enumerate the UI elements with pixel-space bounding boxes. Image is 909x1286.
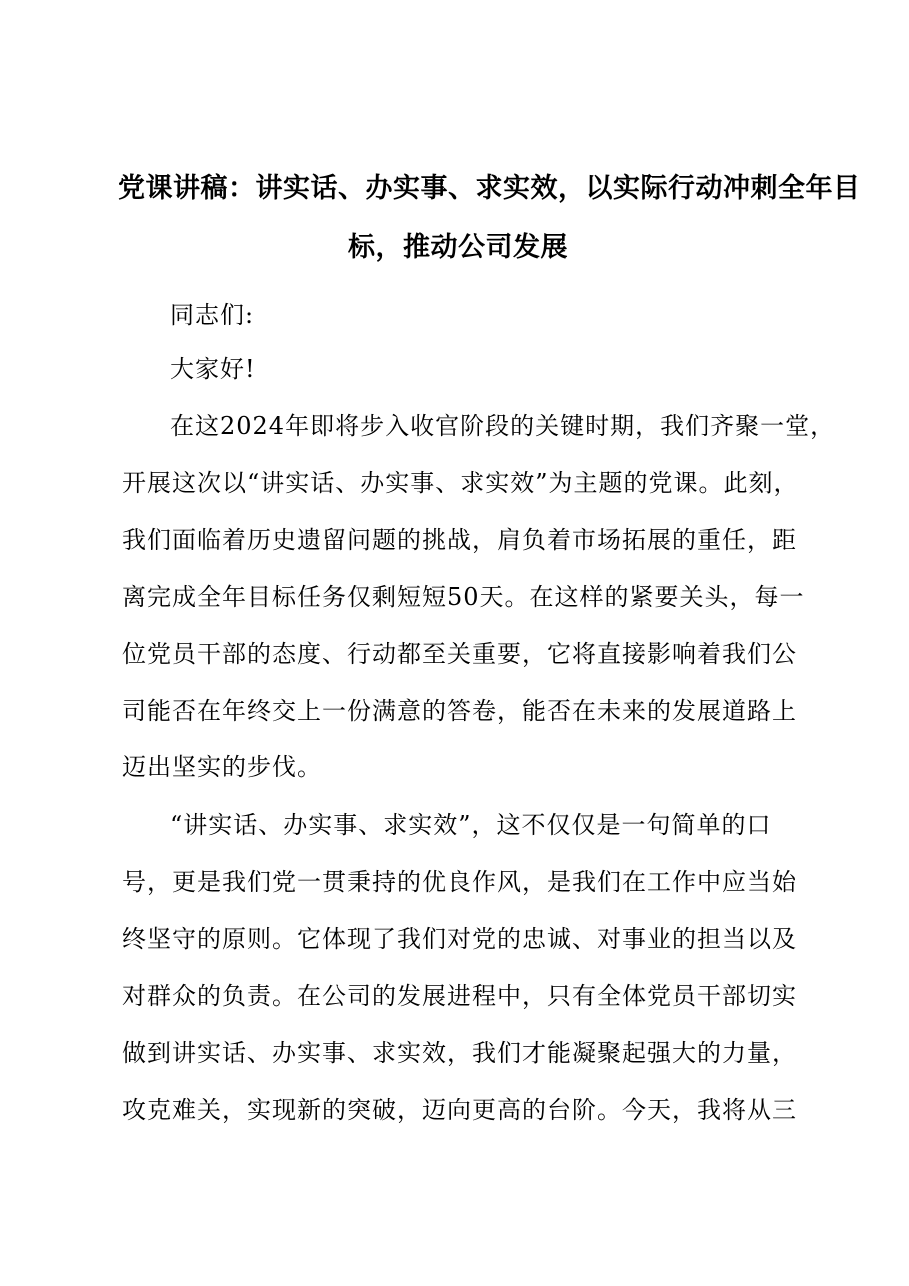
paragraph-1-line: 司能否在年终交上一份满意的答卷，能否在未来的发展道路上 — [122, 697, 797, 725]
paragraph-1-line: 迈出坚实的步伐。 — [122, 753, 322, 781]
paragraph-2-line: 做到讲实话、办实事、求实效，我们才能凝聚起强大的力量， — [122, 1039, 797, 1067]
document-title-line-2: 标，推动公司发展 — [348, 232, 568, 263]
paragraph-1-line: 离完成全年目标任务仅剩短短50天。在这样的紧要关头，每一 — [122, 583, 805, 611]
paragraph-1-line: 开展这次以“讲实话、办实事、求实效”为主题的党课。此刻， — [122, 469, 799, 497]
paragraph-2-line: 攻克难关，实现新的突破，迈向更高的台阶。今天，我将从三 — [122, 1096, 797, 1124]
paragraph-2-line: 号，更是我们党一贯秉持的优良作风，是我们在工作中应当始 — [122, 868, 797, 896]
paragraph-2-line: 对群众的负责。在公司的发展进程中，只有全体党员干部切实 — [122, 982, 797, 1010]
paragraph-2-line: “讲实话、办实事、求实效”，这不仅仅是一句简单的口 — [170, 811, 772, 839]
salutation: 同志们: — [170, 301, 255, 329]
paragraph-2-line: 终坚守的原则。它体现了我们对党的忠诚、对事业的担当以及 — [122, 925, 797, 953]
greeting: 大家好! — [170, 355, 256, 383]
paragraph-1-line: 我们面临着历史遗留问题的挑战，肩负着市场拓展的重任，距 — [122, 526, 797, 554]
document-title-line-1: 党课讲稿：讲实话、办实事、求实效，以实际行动冲刺全年目 — [118, 173, 861, 204]
paragraph-1-line: 在这2024年即将步入收官阶段的关键时期，我们齐聚一堂， — [170, 412, 836, 440]
paragraph-1-line: 位党员干部的态度、行动都至关重要，它将直接影响着我们公 — [122, 640, 797, 668]
